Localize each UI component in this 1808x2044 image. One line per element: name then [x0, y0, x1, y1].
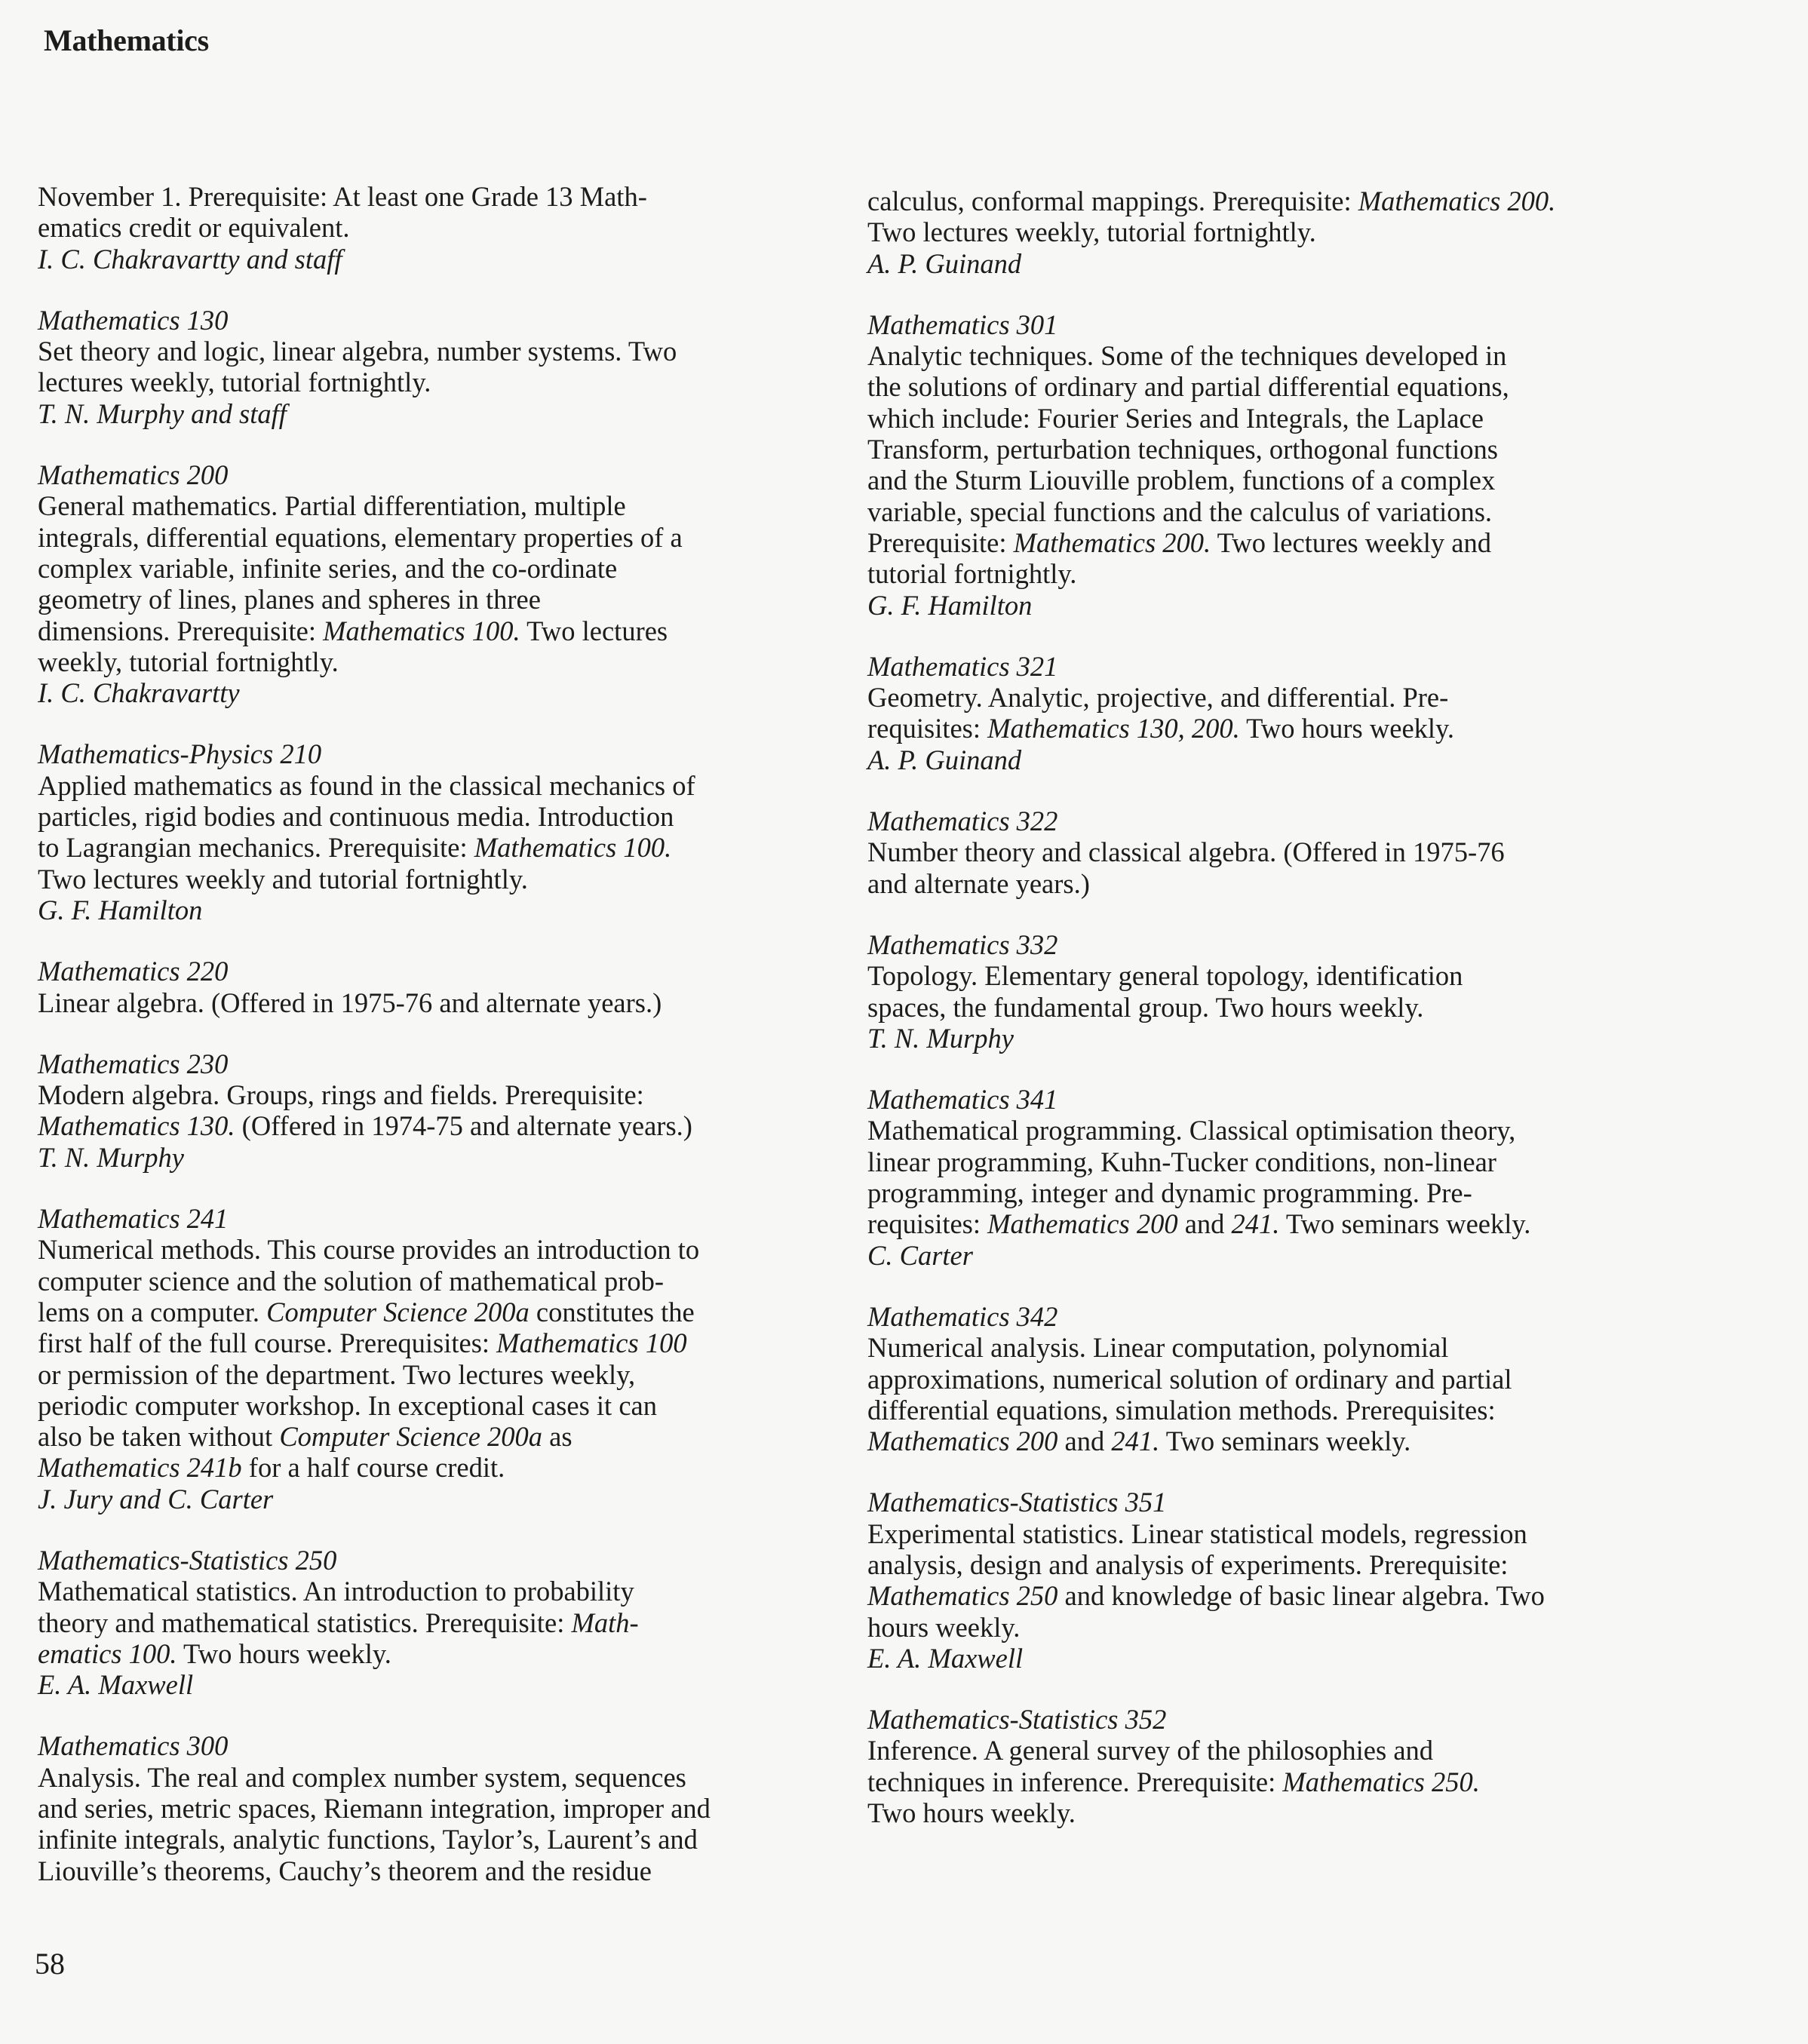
description-line: Numerical analysis. Linear computation, polynomial: [867, 1332, 1449, 1364]
description-line: Analysis. The real and complex number system, sequences: [38, 1761, 686, 1793]
description-line: Numerical methods. This course provides an introduction to: [38, 1234, 700, 1266]
course-title: Mathematics-Physics 210: [38, 738, 322, 770]
description-line: Topology. Elementary general topology, identification: [867, 960, 1463, 992]
description-line: General mathematics. Partial differentiation, multiple: [38, 490, 626, 522]
page-title: Mathematics: [44, 23, 209, 57]
description-line: tutorial fortnightly.: [867, 558, 1077, 590]
description-line: November 1. Prerequisite: At least one Grade 13 Math-: [38, 181, 647, 212]
description-line: Mathematics 250 and knowledge of basic linear algebra. Two: [867, 1580, 1545, 1612]
description-line: programming, integer and dynamic programming. Pre-: [867, 1177, 1472, 1209]
description-line: first half of the full course. Prerequisites: Mathematics 100: [38, 1327, 687, 1359]
course-instructor: G. F. Hamilton: [38, 894, 203, 925]
description-line: Analytic techniques. Some of the techniques developed in: [867, 340, 1507, 372]
course-title: Mathematics-Statistics 352: [867, 1704, 1167, 1736]
course-description: [38, 336, 822, 398]
description-line: Mathematics 241b for a half course credit.: [38, 1452, 505, 1484]
course-entry: [867, 1487, 1667, 1674]
description-line: techniques in inference. Prerequisite: Mathematics 250.: [867, 1766, 1480, 1797]
description-line: and series, metric spaces, Riemann integration, improper and: [38, 1793, 711, 1825]
description-line: Mathematics 130. (Offered in 1974-75 and alternate years.): [38, 1110, 692, 1142]
course-title: Mathematics 332: [867, 928, 1058, 960]
course-instructor: T. N. Murphy: [867, 1022, 1014, 1054]
description-line: Mathematics 200 and 241. Two seminars weekly.: [867, 1426, 1411, 1457]
course-entry: [38, 459, 822, 708]
description-line: dimensions. Prerequisite: Mathematics 100. Two lectures: [38, 615, 668, 646]
course-description: [867, 186, 1667, 248]
description-line: theory and mathematical statistics. Prerequisite: Math-: [38, 1607, 639, 1638]
course-description: [38, 1234, 822, 1483]
description-line: Modern algebra. Groups, rings and fields. Prerequisite:: [38, 1079, 644, 1111]
course-instructor: E. A. Maxwell: [867, 1642, 1024, 1674]
description-line: and alternate years.): [867, 867, 1090, 899]
course-title: Mathematics 341: [867, 1084, 1058, 1116]
course-title: Mathematics 321: [867, 650, 1058, 682]
description-line: requisites: Mathematics 200 and 241. Two seminars weekly.: [867, 1208, 1531, 1240]
description-line: Inference. A general survey of the philosophies and: [867, 1735, 1434, 1766]
course-entry: [38, 1203, 822, 1515]
description-line: Linear algebra. (Offered in 1975-76 and alternate years.): [38, 987, 662, 1018]
description-line: complex variable, infinite series, and the co-ordinate: [38, 552, 618, 584]
description-line: analysis, design and analysis of experiments. Prerequisite:: [867, 1548, 1509, 1580]
course-instructor: A. P. Guinand: [867, 744, 1022, 775]
course-title: Mathematics 130: [38, 304, 229, 336]
description-line: calculus, conformal mappings. Prerequisite: Mathematics 200.: [867, 186, 1556, 216]
description-line: Transform, perturbation techniques, orthogonal functions: [867, 434, 1498, 465]
description-line: Two hours weekly.: [867, 1797, 1076, 1829]
course-description: [867, 1518, 1667, 1643]
description-line: lems on a computer. Computer Science 200a constitutes the: [38, 1296, 695, 1327]
description-line: ematics 100. Two hours weekly.: [38, 1637, 391, 1669]
course-entry: [867, 186, 1667, 279]
description-line: Two lectures weekly, tutorial fortnightly.: [867, 216, 1316, 248]
left-column: [38, 181, 822, 1917]
course-description: [867, 836, 1667, 899]
description-line: the solutions of ordinary and partial differential equations,: [867, 371, 1509, 403]
course-description: [867, 340, 1667, 589]
course-title: Mathematics 300: [38, 1730, 229, 1762]
course-entry: [38, 1048, 822, 1173]
course-title: Mathematics 301: [867, 308, 1058, 340]
description-line: to Lagrangian mechanics. Prerequisite: Mathematics 100.: [38, 832, 672, 864]
description-line: geometry of lines, planes and spheres in three: [38, 584, 541, 615]
course-description: [38, 1762, 822, 1886]
description-line: Applied mathematics as found in the classical mechanics of: [38, 769, 695, 801]
description-line: Two lectures weekly and tutorial fortnightly.: [38, 863, 528, 895]
course-entry: [38, 956, 822, 1018]
course-instructor: T. N. Murphy: [38, 1141, 184, 1173]
course-entry: [38, 1545, 822, 1700]
course-description: [38, 987, 822, 1018]
course-entry: [867, 309, 1667, 621]
course-instructor: J. Jury and C. Carter: [38, 1483, 274, 1515]
course-entry: [867, 1301, 1667, 1456]
description-line: Set theory and logic, linear algebra, number systems. Two: [38, 336, 677, 367]
course-instructor: C. Carter: [867, 1239, 973, 1271]
description-line: Liouville’s theorems, Cauchy’s theorem and the residue: [38, 1855, 652, 1886]
course-description: [38, 181, 822, 244]
course-description: [867, 1735, 1667, 1828]
course-instructor: G. F. Hamilton: [867, 589, 1033, 621]
course-entry: [867, 1704, 1667, 1828]
description-line: computer science and the solution of mathematical prob-: [38, 1265, 665, 1297]
course-instructor: T. N. Murphy and staff: [38, 397, 287, 429]
course-entry: [867, 929, 1667, 1054]
description-line: Prerequisite: Mathematics 200. Two lectures weekly and: [867, 526, 1491, 558]
description-line: Experimental statistics. Linear statistical models, regression: [867, 1518, 1527, 1549]
course-entry: [38, 181, 822, 275]
course-description: [38, 1079, 822, 1142]
course-title: Mathematics 230: [38, 1048, 229, 1079]
course-instructor: I. C. Chakravartty and staff: [38, 243, 342, 275]
description-line: particles, rigid bodies and continuous media. Introduction: [38, 801, 674, 833]
course-title: Mathematics-Statistics 250: [38, 1544, 337, 1576]
description-line: variable, special functions and the calculus of variations.: [867, 496, 1493, 527]
description-line: Number theory and classical algebra. (Offered in 1975-76: [867, 836, 1505, 868]
description-line: ematics credit or equivalent.: [38, 212, 350, 244]
description-line: integrals, differential equations, elementary properties of a: [38, 521, 683, 553]
description-line: approximations, numerical solution of ordinary and partial: [867, 1363, 1512, 1395]
description-line: Mathematical statistics. An introduction to probability: [38, 1576, 634, 1607]
description-line: lectures weekly, tutorial fortnightly.: [38, 367, 431, 398]
course-description: [867, 1115, 1667, 1239]
description-line: linear programming, Kuhn-Tucker conditions, non-linear: [867, 1146, 1496, 1177]
course-description: [38, 490, 822, 677]
course-description: [38, 770, 822, 895]
description-line: weekly, tutorial fortnightly.: [38, 646, 339, 677]
course-entry: [867, 651, 1667, 775]
description-line: also be taken without Computer Science 200a as: [38, 1421, 572, 1453]
course-title: Mathematics 200: [38, 459, 229, 491]
course-description: [867, 682, 1667, 744]
course-entry: [867, 1084, 1667, 1271]
course-instructor: E. A. Maxwell: [38, 1669, 194, 1701]
description-line: which include: Fourier Series and Integrals, the Laplace: [867, 402, 1484, 434]
description-line: requisites: Mathematics 130, 200. Two hours weekly.: [867, 713, 1455, 744]
course-title: Mathematics 220: [38, 956, 229, 987]
course-instructor: I. C. Chakravartty: [38, 677, 240, 709]
course-description: [38, 1576, 822, 1669]
course-entry: [867, 806, 1667, 899]
course-description: [867, 1332, 1667, 1456]
course-entry: [38, 738, 822, 925]
page-number: 58: [35, 1947, 65, 1981]
course-entry: [38, 305, 822, 429]
course-title: Mathematics 322: [867, 806, 1058, 837]
description-line: or permission of the department. Two lectures weekly,: [38, 1358, 636, 1390]
course-instructor: A. P. Guinand: [867, 247, 1022, 279]
description-line: hours weekly.: [867, 1611, 1021, 1643]
description-line: infinite integrals, analytic functions, Taylor’s, Laurent’s and: [38, 1824, 698, 1855]
description-line: differential equations, simulation methods. Prerequisites:: [867, 1394, 1496, 1426]
description-line: and the Sturm Liouville problem, functions of a complex: [867, 465, 1496, 496]
right-column: [867, 186, 1667, 1858]
description-line: Mathematical programming. Classical optimisation theory,: [867, 1115, 1516, 1146]
course-description: [867, 960, 1667, 1023]
course-title: Mathematics 342: [867, 1300, 1058, 1332]
description-line: spaces, the fundamental group. Two hours weekly.: [867, 991, 1424, 1023]
description-line: Geometry. Analytic, projective, and differential. Pre-: [867, 682, 1449, 714]
course-entry: [38, 1730, 822, 1886]
course-title: Mathematics-Statistics 351: [867, 1487, 1167, 1518]
course-title: Mathematics 241: [38, 1203, 229, 1235]
description-line: periodic computer workshop. In exceptional cases it can: [38, 1389, 657, 1421]
